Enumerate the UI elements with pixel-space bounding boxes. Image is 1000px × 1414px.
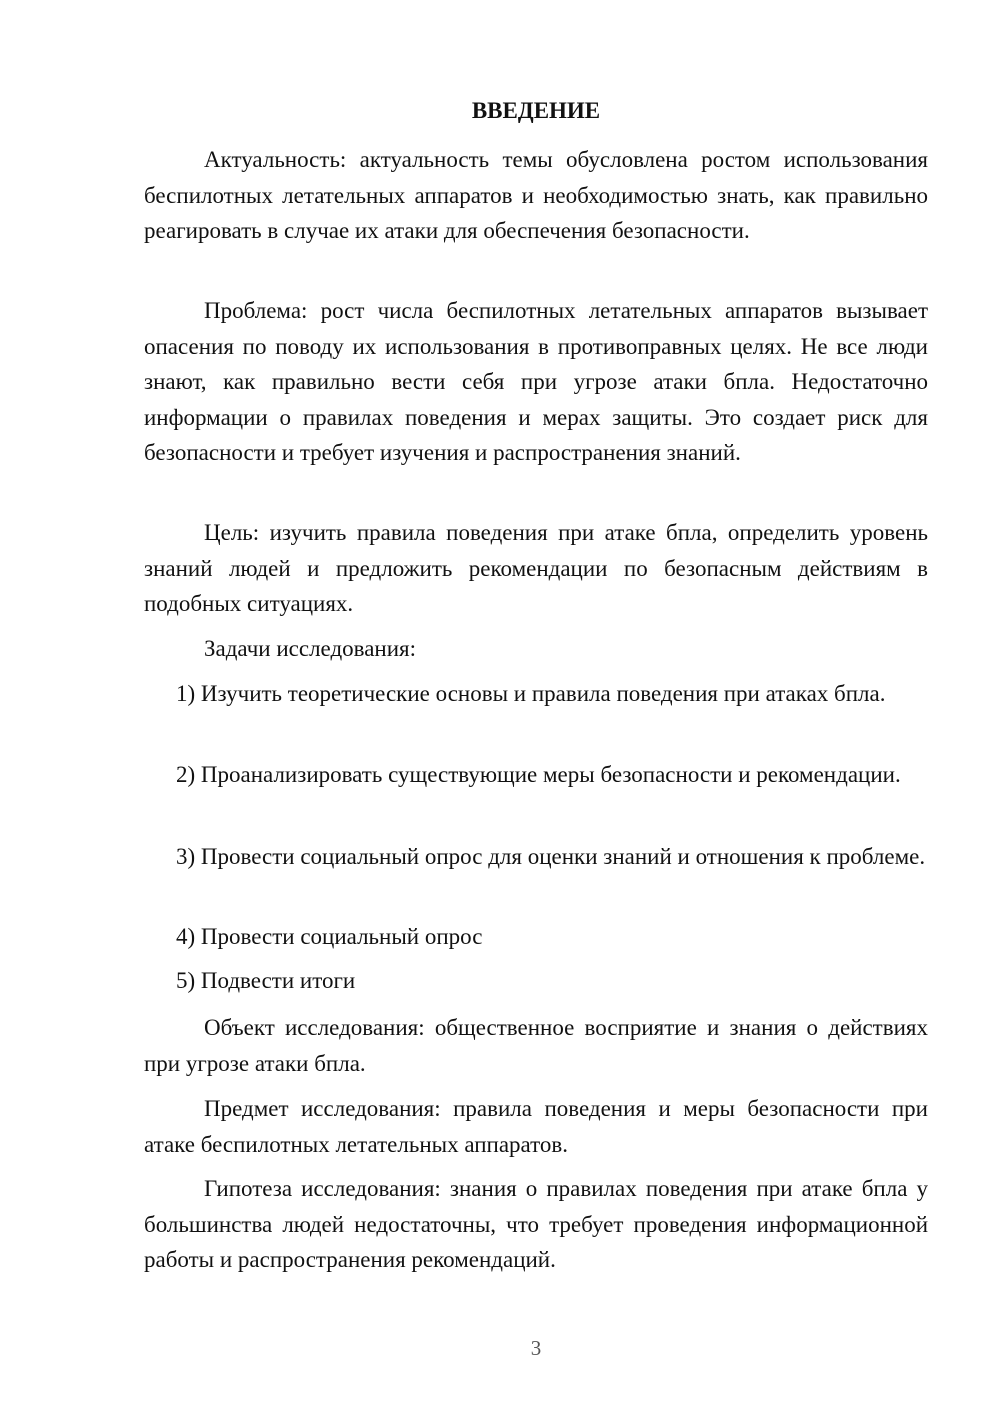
object-paragraph: Объект исследования: общественное восприятие и знания о действиях при угрозе атаки бпла. — [144, 1015, 928, 1076]
subject-paragraph: Предмет исследования: правила поведения и меры безопасности при атаке беспилотных летательных аппаратов. — [144, 1096, 928, 1157]
task-item-3: 3) Провести социальный опрос для оценки знаний и отношения к проблеме. — [176, 844, 926, 869]
relevance-paragraph: Актуальность: актуальность темы обусловлена ростом использования беспилотных летательных аппаратов и необходимостью знать, как правильно реагировать в случае их атаки для обеспечения безопасности. — [144, 147, 928, 243]
task-item-1: 1) Изучить теоретические основы и правила поведения при атаках бпла. — [176, 681, 886, 706]
page-number: 3 — [530, 1336, 542, 1360]
problem-paragraph: Проблема: рост числа беспилотных летательных аппаратов вызывает опасения по поводу их использования в противоправных целях. Не все люди знают, как правильно вести себя при угрозе атаки бпла. Недостаточно информации о правилах поведения и мерах защиты. Это создает риск для безопасности и требует изучения и распространения знаний. — [144, 298, 928, 465]
task-item-4: 4) Провести социальный опрос — [176, 924, 483, 949]
tasks-heading: Задачи исследования: — [204, 636, 417, 661]
task-item-5: 5) Подвести итоги — [176, 968, 356, 993]
goal-paragraph: Цель: изучить правила поведения при атаке бпла, определить уровень знаний людей и предложить рекомендации по безопасным действиям в подобных ситуациях. — [144, 520, 928, 616]
page-title: ВВЕДЕНИЕ — [471, 98, 601, 123]
hypothesis-paragraph: Гипотеза исследования: знания о правилах поведения при атаке бпла у большинства людей недостаточны, что требует проведения информационной работы и распространения рекомендаций. — [144, 1176, 928, 1272]
task-item-2: 2) Проанализировать существующие меры безопасности и рекомендации. — [176, 762, 901, 787]
